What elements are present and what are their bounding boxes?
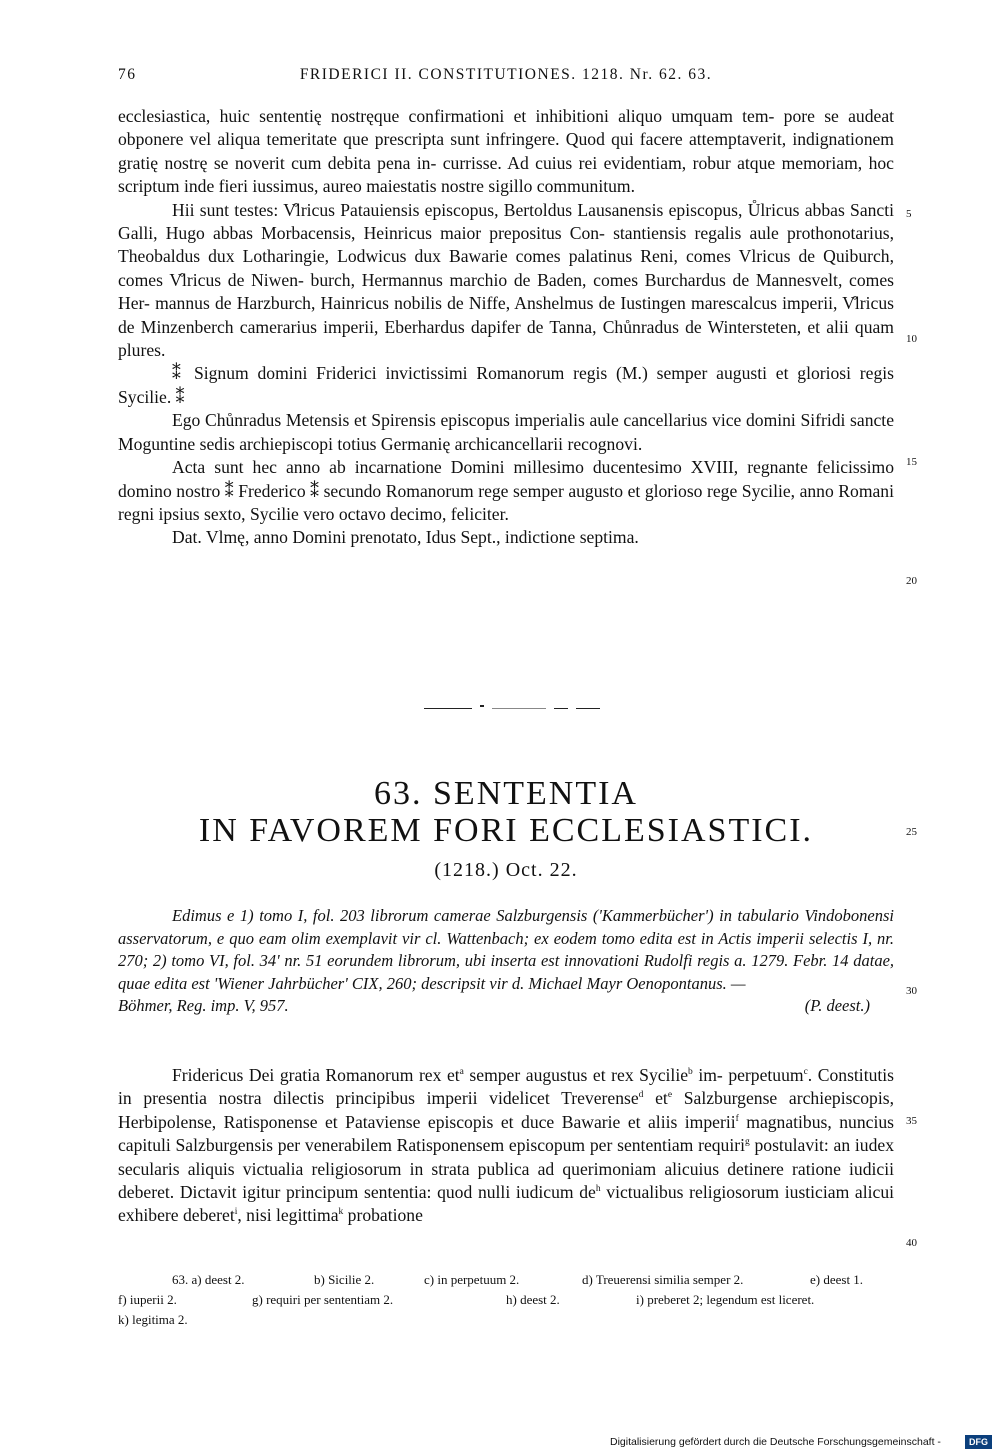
- potthast-reference: (P. deest.): [804, 996, 870, 1016]
- doc63-title-line2: IN FAVOREM FORI ECCLESIASTICI.: [198, 812, 814, 849]
- footnotes: [118, 1270, 894, 1330]
- line-number: 15: [906, 456, 917, 468]
- footnote: g) requiri per sententiam 2.: [252, 1292, 394, 1307]
- footnote-mark: d: [638, 1090, 644, 1101]
- doc62-witnesses: Hii sunt testes: V̊lricus Patauiensis episcopus, Bertoldus Lausanensis episcopus, Ůlricus abbas Sancti Galli, Hugo abbas Morbacensis, Heinricus maior prepositus Con- stantiensis regalis aule prothonotarius, Theobaldus dux Lotharingie, Lodwicus dux Bawarie comes palatinus Reni, comes Vlricus de Quiburch, comes V̊lricus de Niwen- burch, Hermannus marchio de Baden, comes Burchardus de Mannesvelt, comes Her- mannus de Harzburch, Hainricus nobilis de Niffe, Anshelmus de Iustingen marescalcus imperii, V̊lricus de Minzenberch camerarius imperii, Eberhardus dapifer de Tanna, Chůnradus de Wintersteten, et alii quam plures.: [118, 199, 895, 361]
- footnote: 63. a) deest 2.: [172, 1272, 245, 1287]
- footnote-mark: i: [234, 1207, 238, 1218]
- line-number: 35: [906, 1115, 917, 1127]
- running-title: FRIDERICI II. CONSTITUTIONES. 1218. Nr. 62. 63.: [299, 66, 713, 83]
- boehmer-reference: Böhmer, Reg. imp. V, 957.: [118, 996, 289, 1016]
- doc62-text: [118, 105, 894, 550]
- doc63-date: (1218.) Oct. 22.: [434, 859, 578, 881]
- doc62-recognition: Ego Chůnradus Metensis et Spirensis episcopus imperialis aule cancellarius vice domini Sifridi sancte Moguntine sedis archiepiscopi totius Germanię archicancellarii recognovi.: [118, 410, 894, 454]
- footnote: e) deest 1.: [810, 1272, 864, 1287]
- doc62-acta: Acta sunt hec anno ab incarnatione Domini millesimo ducentesimo XVIII, regnante felicissimo domino nostro ⁑ Frederico ⁑ secundo Romanorum rege semper augusto et glorioso rege Sycilie, anno Romani regni ipsius sexto, Sycilie vero octavo decimo, feliciter.: [118, 457, 894, 524]
- line-number: 10: [906, 333, 917, 345]
- line-number: 25: [906, 826, 917, 838]
- doc63-editorial-note: Edimus e 1) tomo I, fol. 203 librorum camerae Salzburgensis ('Kammerbücher') in tabulario Vindobonensi asservatorum, e quo eam olim exemplavit vir cl. Wattenbach; ex eodem tomo edita est in Actis imperii selectis I, nr. 270; 2) tomo VI, fol. 34' nr. 51 eorundem librorum, ubi inserta est innovationi Rudolfi regis a. 1279. Febr. 14 datae, quae edita est 'Wiener Jahrbücher' CIX, 260; descripsit vir d. Michael Mayr Oenopontanus. — Böhmer, Reg. imp. V, 957. (P. deest.): [118, 905, 894, 1017]
- footnote: i) preberet 2; legendum est liceret.: [636, 1292, 815, 1307]
- line-number: 30: [906, 985, 917, 997]
- page-number: 76: [118, 66, 137, 83]
- footnote-mark: k: [338, 1207, 344, 1218]
- footnote: f) iuperii 2.: [118, 1292, 177, 1307]
- section-divider: [424, 708, 600, 710]
- doc62-signum: ⁑ Signum domini Friderici invictissimi Romanorum regis (M.) semper augusti et gloriosi regis Sycilie. ⁑: [118, 363, 895, 407]
- doc63-paragraph: Fridericus Dei gratia Romanorum rex $et^a$ semper augustus et rex Sycilie$^b$ im- perpetuum$^c$. Constitutis in presentia nostra dilectis principibus imperii videlicet Treverense$^d$ $et^e$ Salzburgense archiepiscopis, Herbipolense, Ratisponense et Pataviense episcopis et duce Bawarie et aliis imperii$^f$ magnatibus, nuncius capituli Salzburgensis per venerabilem Ratisponensem episcopum per sententiam requiri$^g$ postulavit: an iudex secularis aliquis victualia religiosorum in strata publica ad querimoniam alicuius detinere ratione iudicii deberet. Dictavit igitur principum sententia: quod nulli iudicum $de^h$ victualibus religiosorum iusticiam alicui exhibere deberet$^i$, nisi legittima$^k$ probatione: [118, 1065, 895, 1226]
- footnote: d) Treuerensi similia semper 2.: [582, 1272, 744, 1287]
- doc63-title-line1: 63. SENTENTIA: [374, 775, 638, 812]
- doc62-paragraph-1: ecclesiastica, huic sententię nostręque confirmationi et inhibitioni aliquo umquam tem- pore se audeat obponere vel aliqua temeritate que prescripta sunt infringere. Quod qui facere attemptaverit, indignationem gratię nostrę se noverit cum debita pena in- currisse. Ad cuius rei evidentiam, robur atque memoriam, hoc scriptum inde fieri iussimus, aureo maiestatis nostre sigillo communitum.: [118, 106, 895, 197]
- dfg-logo: DFG: [965, 1435, 992, 1449]
- footnote: k) legitima 2.: [118, 1312, 188, 1327]
- doc62-datum: Dat. Vlmę, anno Domini prenotato, Idus Sept., indictione septima.: [172, 527, 639, 548]
- line-number: 20: [906, 575, 917, 587]
- footnote-mark: b: [688, 1067, 693, 1077]
- footnote-mark: f: [735, 1113, 739, 1124]
- footnote: h) deest 2.: [506, 1292, 560, 1307]
- digitization-credit: Digitalisierung gefördert durch die Deutsche Forschungsgemeinschaft -: [610, 1436, 941, 1448]
- footnote-mark: a: [459, 1067, 464, 1077]
- footnote-mark: c: [803, 1067, 808, 1077]
- running-header: [118, 66, 894, 88]
- footnote: b) Sicilie 2.: [314, 1272, 375, 1287]
- footnote-mark: g: [744, 1137, 750, 1148]
- doc63-text: [118, 1064, 894, 1228]
- footnote-mark: e: [667, 1090, 673, 1101]
- footnote: c) in perpetuum 2.: [424, 1272, 520, 1287]
- footnote-mark: h: [595, 1184, 601, 1195]
- line-number: 40: [906, 1237, 917, 1249]
- line-number: 5: [906, 208, 912, 220]
